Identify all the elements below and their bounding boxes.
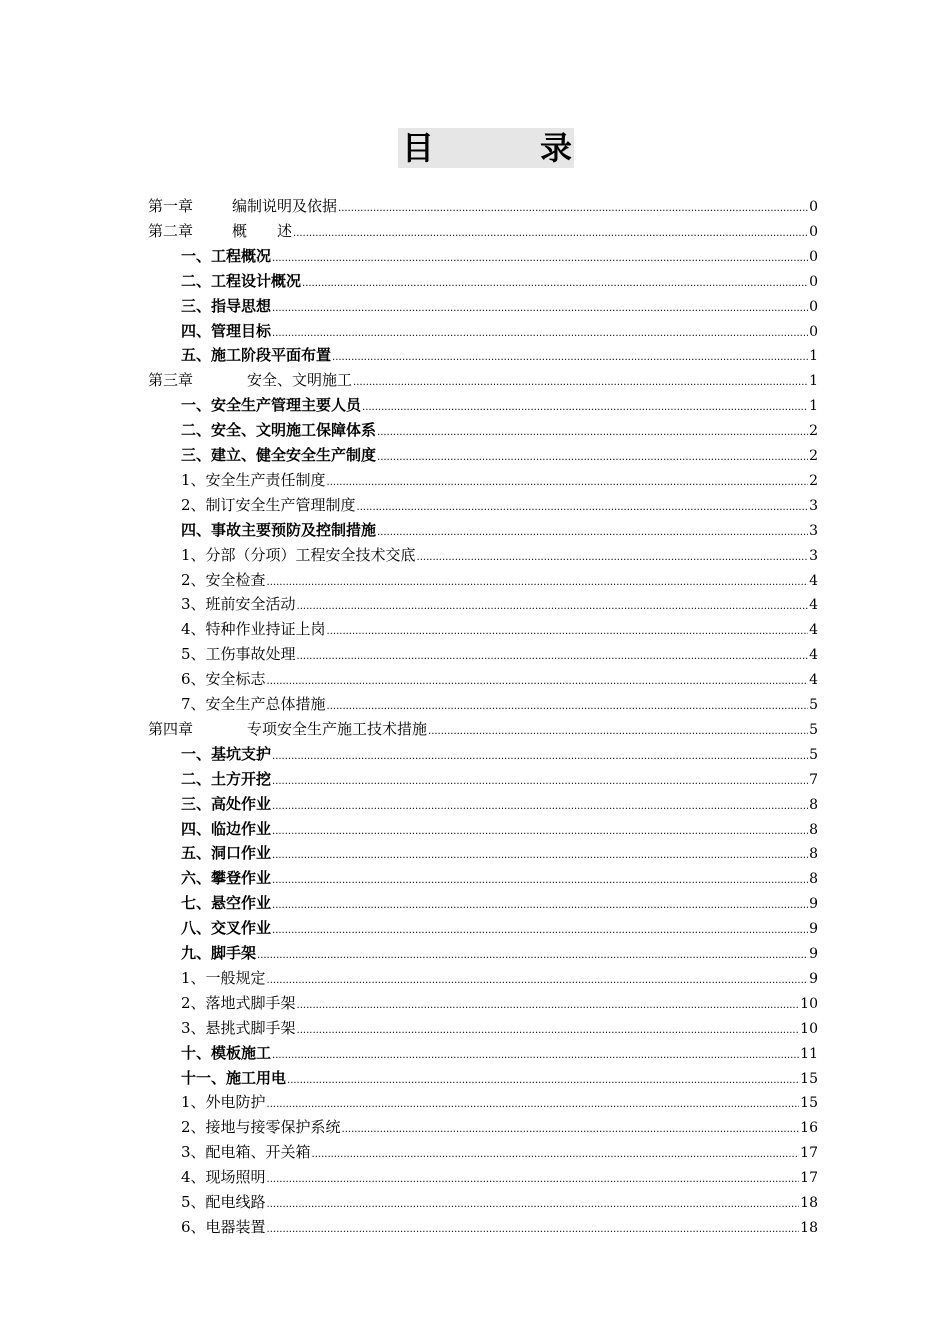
toc-entry-label: 4、现场照明: [181, 1168, 266, 1187]
toc-entry-section[interactable]: [181, 244, 818, 268]
toc-page-number: 2: [809, 423, 818, 440]
toc-dot-leader: [267, 1093, 800, 1117]
toc-page-number: 15: [800, 1095, 818, 1112]
toc-dot-leader: [272, 820, 808, 844]
toc-entry-label: 2、制订安全生产管理制度: [181, 495, 356, 514]
toc-entry-section[interactable]: [181, 518, 818, 542]
toc-page-number: 17: [800, 1170, 818, 1187]
toc-page-number: 4: [809, 672, 818, 689]
toc-entry-label: 二、安全、文明施工保障体系: [181, 421, 377, 440]
title-char-1: 目: [402, 129, 435, 167]
toc-dot-leader: [377, 521, 808, 545]
toc-entry-label: 3、班前安全活动: [181, 595, 296, 614]
toc-page-number: 2: [809, 472, 818, 489]
toc-entry-item[interactable]: [181, 1090, 818, 1114]
toc-page-number: 3: [809, 497, 818, 514]
toc-chapter-number: 第二章: [148, 221, 194, 240]
toc-dot-leader: [327, 695, 809, 719]
toc-dot-leader: [272, 919, 808, 943]
toc-entry-label: 5、配电线路: [181, 1193, 266, 1211]
toc-entry-section[interactable]: [181, 841, 818, 865]
toc-page-number: 4: [809, 597, 818, 614]
toc-entry-label: 八、交叉作业: [181, 919, 272, 938]
toc-entry-item[interactable]: [181, 991, 818, 1015]
toc-dot-leader: [293, 222, 808, 246]
toc-entry-label: 一、工程概况: [181, 246, 272, 265]
toc-dot-leader: [272, 869, 808, 893]
toc-entry-label: 专项安全生产施工技术措施: [232, 719, 428, 738]
toc-dot-leader: [342, 1118, 800, 1142]
toc-entry-label: 1、外电防护: [181, 1093, 266, 1112]
toc-entry-section[interactable]: [181, 393, 818, 417]
toc-page-number: 18: [800, 1195, 818, 1211]
toc-page-number: 0: [809, 323, 818, 340]
toc-entry-label: 二、工程设计概况: [181, 271, 302, 290]
toc-entry-item[interactable]: [181, 1140, 818, 1164]
toc-entry-label: 1、一般规定: [181, 968, 266, 987]
toc-page-number: 2: [809, 448, 818, 464]
toc-entry-label: 5、工伤事故处理: [181, 645, 296, 664]
toc-page-number: 0: [809, 298, 818, 315]
toc-entry-chapter[interactable]: [148, 717, 818, 741]
toc-dot-leader: [272, 745, 808, 769]
toc-entry-item[interactable]: [181, 468, 818, 492]
toc-page-number: 0: [809, 223, 818, 240]
toc-entry-label: 三、指导思想: [181, 296, 272, 315]
toc-entry-label: 概 述: [232, 221, 293, 240]
toc-entry-label: 7、安全生产总体措施: [181, 695, 326, 713]
toc-entry-chapter[interactable]: [148, 368, 818, 392]
toc-entry-label: 二、土方开挖: [181, 769, 272, 788]
toc-dot-leader: [297, 994, 800, 1018]
toc-entry-section[interactable]: [181, 817, 818, 841]
toc-entry-label: 2、接地与接零保护系统: [181, 1118, 341, 1137]
toc-page-number: 0: [809, 199, 818, 215]
toc-entry-label: 三、高处作业: [181, 794, 272, 813]
toc-entry-label: 1、分部（分项）工程安全技术交底: [181, 545, 416, 564]
toc-entry-section[interactable]: [181, 418, 818, 442]
toc-entry-item[interactable]: [181, 617, 818, 641]
toc-dot-leader: [417, 546, 809, 570]
toc-entry-item[interactable]: [181, 568, 818, 592]
toc-entry-item[interactable]: [181, 1165, 818, 1189]
toc-chapter-number: 第一章: [148, 197, 194, 215]
toc-dot-leader: [297, 645, 809, 669]
toc-chapter-number: 第三章: [148, 371, 194, 390]
toc-entry-section[interactable]: [181, 319, 818, 343]
toc-entry-label: 三、建立、健全安全生产制度: [181, 446, 377, 464]
toc-dot-leader: [257, 944, 808, 968]
toc-dot-leader: [267, 1193, 800, 1217]
toc-page-number: 15: [800, 1070, 818, 1087]
toc-entry-item[interactable]: [181, 692, 818, 716]
page-title: [398, 128, 574, 168]
toc-entry-item[interactable]: [181, 493, 818, 517]
toc-dot-leader: [312, 1143, 800, 1167]
toc-entry-label: 十一、施工用电: [181, 1068, 287, 1087]
toc-page-number: 7: [809, 771, 818, 788]
toc-page-number: 11: [800, 1045, 818, 1062]
toc-page-number: 4: [809, 572, 818, 589]
toc-entry-label: 安全、文明施工: [232, 371, 353, 390]
toc-page-number: 8: [809, 846, 818, 863]
toc-entry-label: 3、悬挑式脚手架: [181, 1018, 296, 1037]
toc-page-number: 9: [809, 970, 818, 987]
toc-page-number: 1: [809, 373, 818, 390]
toc-page-number: 17: [800, 1145, 818, 1162]
toc-page-number: 5: [809, 697, 818, 713]
toc-page-number: 1: [809, 348, 818, 365]
toc-dot-leader: [332, 346, 808, 370]
toc-dot-leader: [267, 1218, 800, 1242]
toc-page-number: 9: [809, 921, 818, 938]
toc-dot-leader: [327, 471, 809, 495]
toc-dot-leader: [362, 396, 808, 420]
toc-entry-label: 五、洞口作业: [181, 844, 272, 863]
toc-page-number: 0: [809, 273, 818, 290]
toc-page-number: 16: [800, 1120, 818, 1137]
toc-dot-leader: [297, 1019, 800, 1043]
toc-entry-label: 1、安全生产责任制度: [181, 470, 326, 489]
toc-page-number: 5: [809, 746, 818, 763]
toc-entry-label: 十、模板施工: [181, 1043, 272, 1062]
toc-dot-leader: [272, 247, 808, 271]
toc-page-number: 5: [809, 721, 818, 738]
toc-entry-label: 4、特种作业持证上岗: [181, 620, 326, 639]
toc-entry-item[interactable]: [181, 1190, 818, 1214]
toc-dot-leader: [287, 1069, 799, 1093]
toc-entry-section[interactable]: [181, 916, 818, 940]
toc-dot-leader: [353, 371, 808, 395]
toc-dot-leader: [357, 496, 809, 520]
toc-dot-leader: [338, 197, 808, 221]
toc-page-number: 10: [800, 1020, 818, 1037]
toc-dot-leader: [272, 894, 808, 918]
toc-dot-leader: [267, 1168, 800, 1192]
toc-dot-leader: [267, 670, 809, 694]
toc-entry-label: 六、攀登作业: [181, 869, 272, 888]
toc-page-number: 18: [800, 1219, 818, 1236]
toc-dot-leader: [272, 844, 808, 868]
title-char-2: 录: [539, 129, 572, 167]
toc-entry-label: 一、安全生产管理主要人员: [181, 396, 362, 415]
toc-entry-section[interactable]: [181, 1041, 818, 1065]
toc-page-number: 3: [809, 547, 818, 564]
toc-entry-chapter[interactable]: [148, 219, 818, 243]
toc-dot-leader: [272, 322, 808, 346]
toc-entry-item[interactable]: [181, 592, 818, 616]
toc-entry-section[interactable]: [181, 343, 818, 367]
toc-entry-item[interactable]: [181, 1016, 818, 1040]
toc-page-number: 10: [800, 995, 818, 1012]
toc-entry-label: 四、事故主要预防及控制措施: [181, 520, 377, 539]
toc-entry-item[interactable]: [181, 642, 818, 666]
toc-page-number: 8: [809, 821, 818, 838]
toc-dot-leader: [428, 720, 808, 744]
toc-page-number: 9: [809, 896, 818, 913]
toc-entry-label: 2、安全检查: [181, 570, 266, 589]
toc-entry-section[interactable]: [181, 891, 818, 915]
toc-entry-label: 四、临边作业: [181, 819, 272, 838]
toc-dot-leader: [272, 795, 808, 819]
toc-entry-section[interactable]: [181, 792, 818, 816]
toc-entry-section[interactable]: [181, 941, 818, 965]
toc-entry-section[interactable]: [181, 866, 818, 890]
toc-entry-section[interactable]: [181, 294, 818, 318]
toc-entry-label: 五、施工阶段平面布置: [181, 346, 332, 365]
toc-dot-leader: [377, 446, 808, 470]
toc-page-number: 8: [809, 796, 818, 813]
toc-entry-label: 6、安全标志: [181, 670, 266, 689]
toc-page-number: 4: [809, 622, 818, 639]
toc-entry-label: 6、电器装置: [181, 1217, 266, 1236]
toc-entry-section[interactable]: [181, 443, 818, 467]
toc-chapter-number: 第四章: [148, 719, 194, 738]
toc-dot-leader: [267, 571, 809, 595]
toc-entry-section[interactable]: [181, 269, 818, 293]
toc-entry-section[interactable]: [181, 742, 818, 766]
toc-entry-chapter[interactable]: [148, 194, 818, 218]
toc-dot-leader: [272, 1044, 799, 1068]
toc-dot-leader: [272, 770, 808, 794]
toc-entry-item[interactable]: [181, 667, 818, 691]
toc-entry-label: 3、配电箱、开关箱: [181, 1143, 311, 1162]
toc-dot-leader: [302, 272, 808, 296]
toc-dot-leader: [327, 620, 809, 644]
toc-dot-leader: [377, 421, 808, 445]
toc-page-number: 4: [809, 647, 818, 664]
toc-entry-label: 九、脚手架: [181, 944, 257, 962]
toc-entry-label: 2、落地式脚手架: [181, 993, 296, 1012]
toc-entry-section[interactable]: [181, 767, 818, 791]
toc-entry-item[interactable]: [181, 543, 818, 567]
toc-page-number: 9: [809, 946, 818, 962]
toc-entry-item[interactable]: [181, 1115, 818, 1139]
toc-page-number: 0: [809, 248, 818, 265]
toc-dot-leader: [267, 969, 809, 993]
toc-entry-item[interactable]: [181, 966, 818, 990]
toc-entry-section[interactable]: [181, 1066, 818, 1090]
toc-entry-item[interactable]: [181, 1215, 818, 1239]
toc-entry-label: 四、管理目标: [181, 321, 272, 340]
toc-entry-label: 编制说明及依据: [232, 197, 338, 215]
toc-page-number: 3: [809, 522, 818, 539]
toc-page-number: 8: [809, 871, 818, 888]
toc-entry-label: 七、悬空作业: [181, 894, 272, 913]
toc-dot-leader: [297, 595, 809, 619]
toc-entry-label: 一、基坑支护: [181, 744, 272, 763]
toc-dot-leader: [272, 297, 808, 321]
toc-page-number: 1: [809, 398, 818, 415]
